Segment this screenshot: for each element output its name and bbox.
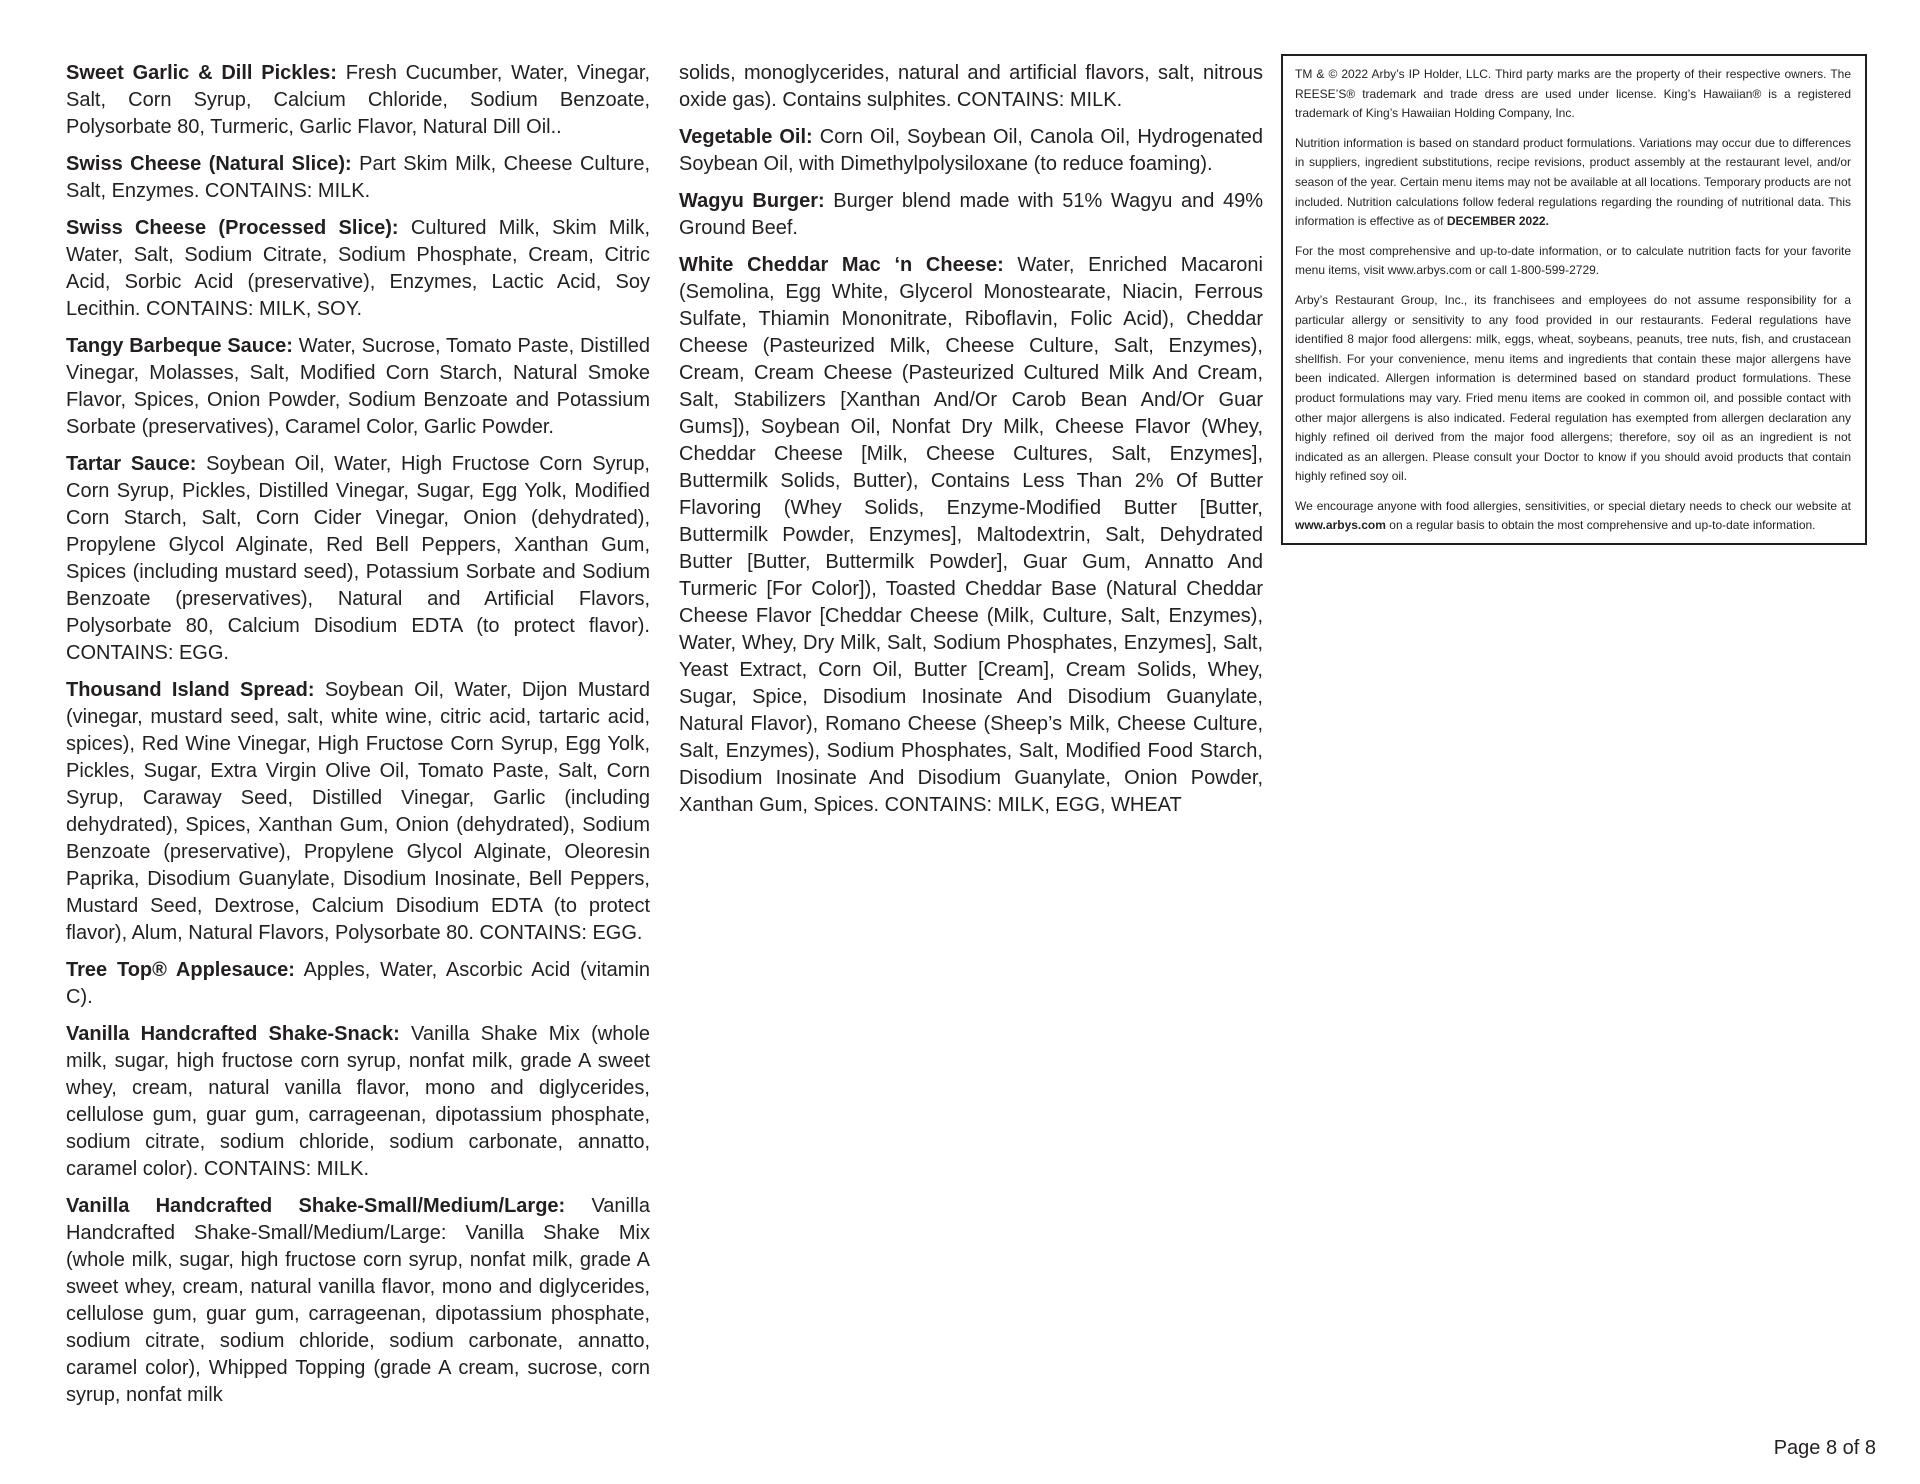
ingredient-text: Apples, Water, Ascorbic Acid (vitamin C). <box>66 959 651 1008</box>
ingredient-entry <box>66 451 650 667</box>
ingredient-name: Swiss Cheese (Natural Slice): <box>66 153 352 175</box>
ingredient-text: Soybean Oil, Water, Dijon Mustard (vinegar, mustard seed, salt, white wine, citric acid, tartaric acid, spices), Red Wine Vinegar, High Fructose Corn Syrup, Egg Yolk, Pickles, Sugar, Extra Virgin Olive Oil, Tomato Paste, Salt, Corn Syrup, Caraway Seed, Distilled Vinegar, Garlic (including dehydrated), Spices, Xanthan Gum, Onion (dehydrated), Sodium Benzoate (preservative), Propylene Glycol Alginate, Oleoresin Paprika, Disodium Guanylate, Disodium Inosinate, Bell Peppers, Mustard Seed, Dextrose, Calcium Disodium EDTA (to protect flavor), Alum, Natural Flavors, Polysorbate 80. CONTAINS: EGG. <box>66 679 650 944</box>
ingredient-text: Cultured Milk, Skim Milk, Water, Salt, Sodium Citrate, Sodium Phosphate, Cream, Citric Acid, Sorbic Acid (preservative), Enzymes, Lactic Acid, Soy Lecithin. CONTAINS: MILK, SOY. <box>66 217 650 320</box>
ingredient-name: Vanilla Handcrafted Shake-Small/Medium/Large: <box>66 1195 566 1217</box>
ingredient-entry <box>679 188 1263 242</box>
ingredient-text: Soybean Oil, Water, High Fructose Corn Syrup, Corn Syrup, Pickles, Distilled Vinegar, Sugar, Egg Yolk, Modified Corn Starch, Salt, Corn Cider Vinegar, Onion (dehydrated), Propylene Glycol Alginate, Red Bell Peppers, Xanthan Gum, Spices (including mustard seed), Potassium Sorbate and Sodium Benzoate (preservatives), Natural and Artificial Flavors, Polysorbate 80, Calcium Disodium EDTA (to protect flavor). CONTAINS: EGG. <box>66 453 650 664</box>
ingredient-entry <box>679 252 1263 819</box>
encourage-text-start: We encourage anyone with food allergies, sensitivities, or special dietary needs to check our website at <box>1295 498 1851 513</box>
ingredient-name: White Cheddar Mac ‘n Cheese: <box>679 254 1004 276</box>
ingredient-name: Tree Top® Applesauce: <box>66 959 295 981</box>
ingredient-text: Water, Sucrose, Tomato Paste, Distilled Vinegar, Molasses, Salt, Modified Corn Starch, Natural Smoke Flavor, Spices, Onion Powder, Sodium Benzoate and Potassium Sorbate (preservatives), Caramel Color, Garlic Powder. <box>66 335 651 438</box>
ingredient-entry <box>66 333 650 441</box>
ingredient-name: Tangy Barbeque Sauce: <box>66 335 293 357</box>
page-number: Page 8 of 8 <box>1773 1437 1876 1459</box>
comprehensive-info-notice: For the most comprehensive and up-to-date information, or to calculate nutrition facts for your favorite menu items, visit www.arbys.com or call 1-800-599-2729. <box>1295 243 1851 278</box>
encourage-text-end: on a regular basis to obtain the most comprehensive and up-to-date information. <box>1389 518 1816 533</box>
ingredient-name: Thousand Island Spread: <box>66 679 315 701</box>
ingredient-continuation: solids, monoglycerides, natural and artificial flavors, salt, nitrous oxide gas). Contains sulphites. CONTAINS: MILK. <box>679 62 1263 111</box>
ingredient-entry <box>66 1193 650 1409</box>
effective-date: DECEMBER 2022. <box>1446 214 1549 229</box>
ingredient-entry <box>66 60 650 141</box>
website-link: www.arbys.com <box>1295 518 1386 533</box>
ingredient-text: Burger blend made with 51% Wagyu and 49% Ground Beef. <box>679 190 1263 239</box>
ingredient-text: Part Skim Milk, Cheese Culture, Salt, Enzymes. CONTAINS: MILK. <box>66 153 650 202</box>
ingredient-text: Vanilla Handcrafted Shake-Small/Medium/Large: Vanilla Shake Mix (whole milk, sugar, high fructose corn syrup, nonfat milk, grade A sweet whey, cream, natural vanilla flavor, mono and diglycerides, cellulose gum, guar gum, carrageenan, dipotassium phosphate, sodium citrate, sodium chloride, sodium carbonate, annatto, caramel color), Whipped Topping (grade A cream, sucrose, corn syrup, nonfat milk <box>66 1195 650 1406</box>
ingredient-entry <box>66 151 650 205</box>
nutrition-notice-text: Nutrition information is based on standard product formulations. Variations may occur due to differences in suppliers, ingredient substitutions, recipe revisions, product assembly at the restaurant level, and/or season of the year. Certain menu items may not be available at all locations. Temporary products are not included. Nutrition calculations follow federal regulations regarding the rounding of nutritional data. This information is effective as of <box>1295 135 1851 229</box>
ingredients-column-middle <box>679 60 1263 829</box>
encourage-notice <box>1295 497 1851 536</box>
ingredient-entry <box>66 957 650 1011</box>
ingredient-name: Tartar Sauce: <box>66 453 197 475</box>
ingredient-name: Vanilla Handcrafted Shake-Snack: <box>66 1023 400 1045</box>
ingredient-entry <box>66 1021 650 1183</box>
ingredient-entry <box>66 677 650 947</box>
allergen-notice: Arby’s Restaurant Group, Inc., its franchisees and employees do not assume responsibility for a particular allergy or sensitivity to any food provided in our restaurants. Federal regulations have identified 8 major food allergens: milk, eggs, wheat, soybeans, peanuts, tree nuts, fish, and crustacean shellfish. For your convenience, menu items and ingredients that contain these major allergens have been indicated. Allergen information is determined based on standard product formulations. These product formulations may vary. Fried menu items are cooked in common oil, and possible contact with other major allergens is also indicated. Federal regulation has exempted from allergen declaration any highly refined oil derived from the major food allergens; therefore, soy oil as an ingredient is not indicated as an allergen. Please consult your Doctor to know if you should avoid products that contain highly refined soy oil. <box>1295 292 1851 484</box>
ingredient-text: Corn Oil, Soybean Oil, Canola Oil, Hydrogenated Soybean Oil, with Dimethylpolysiloxane (to reduce foaming). <box>679 126 1263 175</box>
ingredient-name: Swiss Cheese (Processed Slice): <box>66 217 399 239</box>
ingredient-text: Vanilla Shake Mix (whole milk, sugar, high fructose corn syrup, nonfat milk, grade A sweet whey, cream, natural vanilla flavor, mono and diglycerides, cellulose gum, guar gum, carrageenan, dipotassium phosphate, sodium citrate, sodium chloride, sodium carbonate, annatto, caramel color). CONTAINS: MILK. <box>66 1023 651 1180</box>
ingredients-column-left <box>66 60 650 1419</box>
legal-notice-box <box>1281 54 1867 545</box>
ingredient-text: Fresh Cucumber, Water, Vinegar, Salt, Corn Syrup, Calcium Chloride, Sodium Benzoate, Polysorbate 80, Turmeric, Garlic Flavor, Natural Dill Oil.. <box>66 62 650 138</box>
ingredient-text: Water, Enriched Macaroni (Semolina, Egg White, Glycerol Monostearate, Niacin, Ferrous Sulfate, Thiamin Mononitrate, Riboflavin, Folic Acid), Cheddar Cheese (Pasteurized Milk, Cheese Culture, Salt, Enzymes), Cream, Cream Cheese (Pasteurized Cultured Milk And Cream, Salt, Stabilizers [Xanthan And/Or Carob Bean And/Or Guar Gums]), Soybean Oil, Nonfat Dry Milk, Cheese Flavor (Whey, Cheddar Cheese [Milk, Cheese Cultures, Salt, Enzymes], Buttermilk Solids, Butter), Contains Less Than 2% Of Butter Flavoring (Whey Solids, Enzyme-Modified Butter [Butter, Buttermilk Powder, Enzymes], Maltodextrin, Salt, Dehydrated Butter [Butter, Buttermilk Powder], Guar Gum, Annatto And Turmeric [For Color]), Toasted Cheddar Base (Natural Cheddar Cheese Flavor [Cheddar Cheese (Milk, Culture, Salt, Enzymes), Water, Whey, Dry Milk, Salt, Sodium Phosphates, Enzymes], Salt, Yeast Extract, Corn Oil, Butter [Cream], Cream Solids, Whey, Sugar, Spice, Disodium Inosinate And Disodium Guanylate, Natural Flavor), Romano Cheese (Sheep’s Milk, Cheese Culture, Salt, Enzymes), Sodium Phosphates, Salt, Modified Food Starch, Disodium Inosinate And Disodium Guanylate, Onion Powder, Xanthan Gum, Spices. CONTAINS: MILK, EGG, WHEAT <box>679 254 1263 816</box>
ingredient-entry <box>66 215 650 323</box>
ingredient-name: Sweet Garlic & Dill Pickles: <box>66 62 337 84</box>
ingredient-entry <box>679 124 1263 178</box>
trademark-notice: TM & © 2022 Arby’s IP Holder, LLC. Third party marks are the property of their respective owners. The REESE’S® trademark and trade dress are used under license. King’s Hawaiian® is a registered trademark of King’s Hawaiian Holding Company, Inc. <box>1295 67 1851 121</box>
nutrition-notice <box>1295 134 1851 232</box>
ingredient-name: Vegetable Oil: <box>679 126 813 148</box>
ingredient-name: Wagyu Burger: <box>679 190 825 212</box>
